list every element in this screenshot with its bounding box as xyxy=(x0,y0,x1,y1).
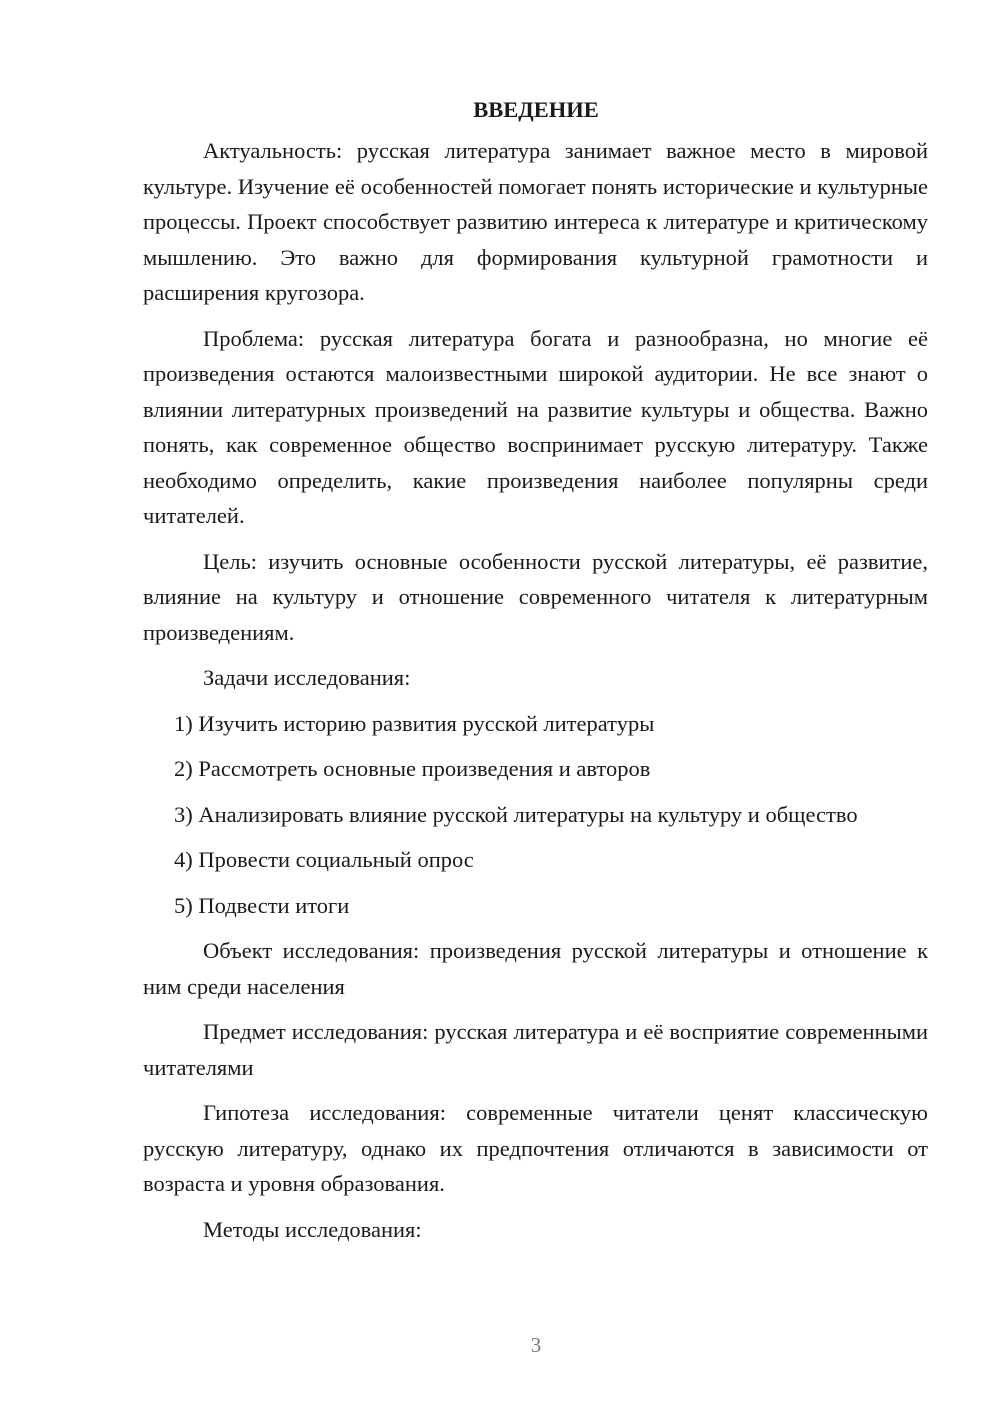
task-item-3: 3) Анализировать влияние русской литературы на культуру и общество xyxy=(174,801,858,827)
task-item-5: 5) Подвести итоги xyxy=(174,892,350,918)
paragraph-hypothesis: Гипотеза исследования: современные читатели ценят классическую русскую литературу, однако их предпочтения отличаются в зависимости от возраста и уровня образования. xyxy=(143,1100,928,1196)
paragraph-tasks-intro: Задачи исследования: xyxy=(203,665,411,690)
task-item-4: 4) Провести социальный опрос xyxy=(174,847,474,872)
paragraph-problem: Проблема: русская литература богата и разнообразна, но многие её произведения остаются малоизвестными широкой аудитории. Не все знают о влиянии литературных произведений на развитие культуры и общества. Важно понять, как современное общество воспринимает русскую литературу. Также необходимо определить, какие произведения наиболее популярны среди читателей. xyxy=(143,325,928,528)
task-item-2: 2) Рассмотреть основные произведения и авторов xyxy=(174,756,651,781)
paragraph-object: Объект исследования: произведения русской литературы и отношение к ним среди населения xyxy=(143,938,928,999)
paragraph-actuality: Актуальность: русская литература занимает важное место в мировой культуре. Изучение её особенностей помогает понять исторические и культурные процессы. Проект способствует развитию интереса к литературе и критическому мышлению. Это важно для формирования культурной грамотности и расширения кругозора. xyxy=(143,138,928,305)
document-page xyxy=(143,92,928,1257)
paragraph-goal: Цель: изучить основные особенности русской литературы, её развитие, влияние на культуру и отношение современного читателя к литературным произведениям. xyxy=(143,548,928,645)
paragraph-subject: Предмет исследования: русская литература и её восприятие современными читателями xyxy=(143,1019,928,1080)
page-number: 3 xyxy=(530,1333,542,1357)
section-heading: ВВЕДЕНИЕ xyxy=(473,97,599,122)
task-item-1: 1) Изучить историю развития русской литературы xyxy=(174,710,655,736)
tasks-list xyxy=(143,706,928,924)
paragraph-methods: Методы исследования: xyxy=(203,1216,422,1242)
